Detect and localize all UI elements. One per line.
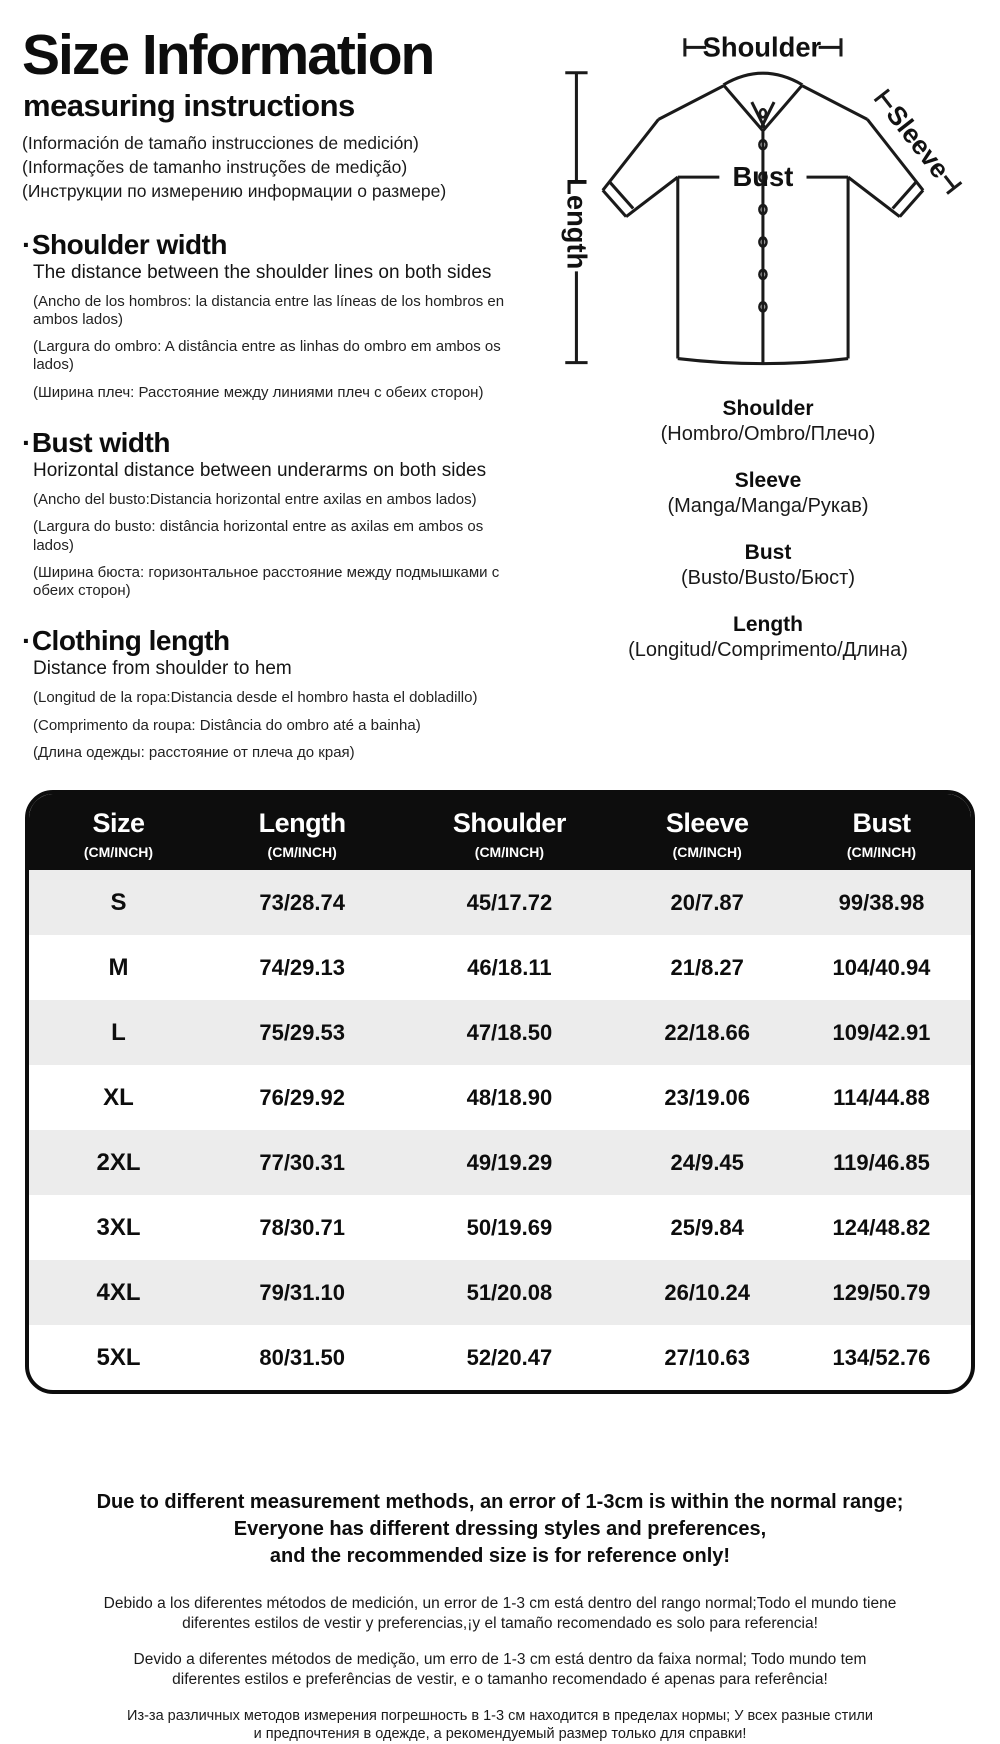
bust-cell: 114/44.88 [833, 1084, 930, 1110]
note-en-line2: Everyone has different dressing styles and preferences, [233, 1518, 767, 1540]
section-translations [33, 689, 550, 762]
translation-pt: (Largura do busto: distância horizontal entre as axilas em ambos os lados) [33, 518, 484, 554]
note-en [0, 1489, 1000, 1570]
column-unit: (CM/INCH) [267, 844, 337, 860]
size-cell: 2XL [96, 1148, 141, 1176]
note-pt-line1: Devido a diferentes métodos de medição, um erro de 1-3 cm está dentro da faixa normal; Todo mundo tem [133, 1651, 867, 1669]
translation-ru: (Ширина бюста: горизонтальное расстояние между подмышками с обеих сторон) [33, 563, 500, 600]
section-heading-text: Clothing length [31, 625, 230, 657]
section-heading [22, 625, 550, 657]
column-header-sleeve [622, 794, 792, 870]
shirt-diagram-icon [545, 28, 991, 383]
section-bust-width [22, 427, 550, 600]
size-cell: 4XL [96, 1278, 141, 1306]
size-chart-table-container [25, 790, 975, 1394]
sleeve-cell: 24/9.45 [670, 1149, 744, 1175]
shoulder-cell: 45/17.72 [466, 889, 553, 915]
note-en-line1: Due to different measurement methods, an error of 1-3cm is within the normal range; [96, 1491, 904, 1513]
section-clothing-length [22, 625, 550, 762]
table-row-s [29, 870, 971, 935]
note-ru [0, 1707, 1000, 1744]
translation-es: (Ancho del busto:Distancia horizontal entre axilas en ambos lados) [33, 491, 477, 508]
diagram-length-label: Length [561, 178, 593, 270]
table-row-xl [29, 1065, 971, 1130]
bust-cell: 124/48.82 [832, 1214, 931, 1240]
legend-term: Length [733, 613, 803, 636]
size-cell: M [108, 953, 129, 981]
note-ru-line2: и предпочтения в одежде, а рекомендуемый размер только для справки! [253, 1726, 747, 1743]
sleeve-cell: 23/19.06 [664, 1084, 751, 1110]
column-label: Shoulder [452, 808, 566, 838]
legend-item-length [545, 613, 991, 662]
note-es [0, 1594, 1000, 1634]
size-table-header [29, 794, 971, 870]
shoulder-cell: 51/20.08 [466, 1279, 553, 1305]
translation-ru: (Длина одежды: расстояние от плеча до края) [33, 744, 355, 762]
legend-term: Shoulder [722, 397, 814, 420]
measurement-legend [545, 397, 991, 662]
sleeve-cell: 26/10.24 [664, 1279, 751, 1305]
section-translations [33, 293, 550, 402]
size-cell: XL [103, 1083, 134, 1111]
table-row-4xl [29, 1260, 971, 1325]
translation-pt: (Comprimento da roupa: Distância do ombro até a bainha) [33, 716, 421, 734]
diagram-shoulder-label: Shoulder [702, 31, 822, 63]
table-row-l [29, 1000, 971, 1065]
legend-translation: (Busto/Busto/Бюст) [680, 567, 855, 589]
column-header-shoulder [396, 794, 622, 870]
section-description: Distance from shoulder to hem [33, 658, 292, 680]
section-description: The distance between the shoulder lines on both sides [33, 261, 492, 283]
section-heading-text: Shoulder width [31, 228, 228, 260]
shoulder-cell: 48/18.90 [466, 1084, 553, 1110]
diagram-column [545, 28, 991, 685]
legend-translation: (Manga/Manga/Рукав) [667, 495, 869, 517]
section-shoulder-width [22, 229, 550, 402]
length-cell: 73/28.74 [259, 889, 345, 915]
translation-ru: (Ширина плеч: Расстояние между линиями плеч с обеих сторон) [33, 383, 484, 401]
legend-translation: (Hombro/Ombro/Плечо) [660, 423, 876, 445]
bullet-dot: · [22, 427, 31, 458]
sleeve-cell: 22/18.66 [664, 1019, 751, 1045]
sleeve-cell: 20/7.87 [670, 889, 744, 915]
column-header-bust [792, 794, 971, 870]
size-cell: S [110, 888, 127, 916]
length-cell: 74/29.13 [259, 954, 345, 980]
length-cell: 77/30.31 [259, 1149, 345, 1175]
note-en-line3: and the recommended size is for reference only! [269, 1545, 731, 1567]
legend-term: Bust [744, 541, 792, 564]
column-header-size [29, 794, 208, 870]
legend-item-shoulder [545, 397, 991, 446]
sleeve-cell: 21/8.27 [670, 954, 744, 980]
bust-cell: 104/40.94 [832, 954, 931, 980]
shoulder-cell: 47/18.50 [466, 1019, 553, 1045]
subtitle-translation-ru: (Инструкции по измерению информации о размере) [22, 180, 447, 201]
length-cell: 78/30.71 [259, 1214, 345, 1240]
column-label: Bust [852, 808, 911, 838]
translation-pt: (Largura do ombro: A distância entre as linhas do ombro em ambos os lados) [33, 338, 501, 374]
sleeve-cell: 25/9.84 [670, 1214, 744, 1240]
shoulder-cell: 49/19.29 [466, 1149, 553, 1175]
note-ru-line1: Из-за различных методов измерения погрешность в 1-3 см находится в пределах нормы; У всех разные стили [127, 1707, 873, 1724]
subtitle-translation-es: (Información de tamaño instrucciones de medición) [22, 133, 419, 154]
note-pt-line2: diferentes estilos e preferências de vestir, e o tamanho recomendado é apenas para referência! [172, 1671, 828, 1689]
length-cell: 75/29.53 [259, 1019, 345, 1045]
column-unit: (CM/INCH) [672, 844, 742, 860]
size-cell: 5XL [96, 1343, 141, 1371]
note-pt [0, 1650, 1000, 1690]
column-label: Size [92, 808, 145, 838]
bullet-dot: · [22, 228, 31, 260]
subtitle-translation-pt: (Informações de tamanho instruções de medição) [22, 156, 408, 177]
length-cell: 76/29.92 [259, 1084, 345, 1110]
measurement-notes [0, 1489, 1000, 1744]
translation-es: (Longitud de la ropa:Distancia desde el hombro hasta el dobladillo) [33, 689, 478, 707]
page-subtitle: measuring instructions [23, 88, 355, 124]
section-heading [22, 427, 550, 459]
column-unit: (CM/INCH) [846, 844, 917, 860]
shoulder-cell: 50/19.69 [466, 1214, 553, 1240]
section-description: Horizontal distance between underarms on both sides [33, 460, 487, 481]
size-cell: 3XL [96, 1213, 141, 1241]
top-section [0, 0, 1000, 762]
bullet-dot: · [22, 625, 31, 657]
length-cell: 79/31.10 [259, 1279, 345, 1305]
shoulder-cell: 52/20.47 [466, 1344, 553, 1370]
bust-cell: 129/50.79 [832, 1279, 931, 1305]
size-cell: L [111, 1018, 126, 1046]
legend-term: Sleeve [734, 469, 802, 492]
table-row-m [29, 935, 971, 1000]
diagram-bust-label: Bust [732, 161, 794, 193]
diagram-sleeve-label: Sleeve [880, 99, 956, 184]
length-cell: 80/31.50 [259, 1344, 345, 1370]
column-unit: (CM/INCH) [474, 844, 544, 860]
column-header-length [208, 794, 396, 870]
sleeve-cell: 27/10.63 [664, 1344, 751, 1370]
column-unit: (CM/INCH) [83, 844, 154, 860]
legend-translation: (Longitud/Comprimento/Длина) [628, 639, 908, 661]
bust-cell: 119/46.85 [833, 1149, 930, 1175]
section-heading [22, 229, 550, 261]
note-es-line1: Debido a los diferentes métodos de medición, un error de 1-3 cm está dentro del rango normal;Todo el mundo tiene [103, 1595, 897, 1612]
shoulder-cell: 46/18.11 [467, 954, 552, 980]
page-title: Size Information [22, 23, 434, 87]
section-translations [33, 491, 550, 600]
column-label: Sleeve [665, 808, 749, 838]
legend-item-bust [545, 541, 991, 590]
table-row-3xl [29, 1195, 971, 1260]
legend-item-sleeve [545, 469, 991, 518]
table-row-2xl [29, 1130, 971, 1195]
column-label: Length [258, 808, 346, 838]
bust-cell: 109/42.91 [832, 1019, 931, 1045]
translation-es: (Ancho de los hombros: la distancia entre las líneas de los hombros en ambos lados) [33, 292, 505, 328]
size-chart-table [29, 794, 971, 1390]
note-es-line2: diferentes estilos de vestir y preferencias,¡y el tamaño recomendado es solo para referencia! [182, 1615, 818, 1633]
section-heading-text: Bust width [31, 427, 170, 458]
bust-cell: 99/38.98 [838, 889, 925, 915]
table-row-5xl [29, 1325, 971, 1390]
bust-cell: 134/52.76 [832, 1344, 931, 1370]
instructions-column [22, 23, 550, 762]
